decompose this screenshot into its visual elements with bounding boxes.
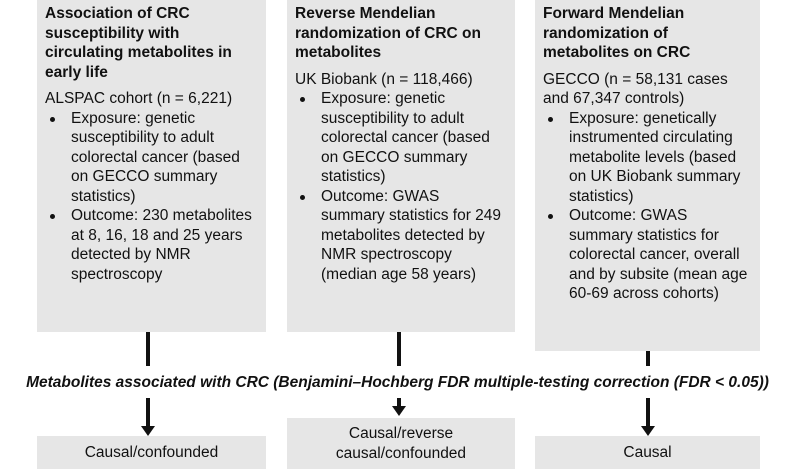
cohort-label: UK Biobank (n = 118,466) — [295, 70, 473, 88]
result-box-3: Causal — [535, 436, 760, 469]
outcome-bullet: Outcome: GWAS summary statistics for 249 metabolites detected by NMR spectroscopy (median age 58 years) — [295, 187, 507, 285]
panel-gecco — [535, 0, 760, 351]
outcome-bullet: Outcome: GWAS summary statistics for colorectal cancer, overall and by subsite (mean age 60-69 across cohorts) — [543, 206, 752, 304]
result-box-1: Causal/confounded — [37, 436, 266, 469]
panel-title: Reverse Mendelian randomization of CRC on metabolites — [295, 5, 481, 61]
exposure-bullet: Exposure: genetic susceptibility to adult colorectal cancer (based on GECCO summary statistics) — [45, 109, 258, 207]
exposure-bullet: Exposure: genetically instrumented circulating metabolite levels (based on UK Biobank summary statistics) — [543, 109, 752, 207]
cohort-label: ALSPAC cohort (n = 6,221) — [45, 90, 233, 107]
exposure-bullet: Exposure: genetic susceptibility to adult colorectal cancer (based on GECCO summary statistics) — [295, 89, 507, 187]
outcome-bullet: Outcome: 230 metabolites at 8, 16, 18 and 25 years detected by NMR spectroscopy — [45, 206, 258, 284]
bullet-list — [295, 89, 507, 284]
connector-line-3 — [646, 351, 650, 366]
cohort-label: GECCO (n = 58,131 cases and 67,347 controls) — [543, 70, 728, 107]
connector-line-1 — [146, 332, 150, 366]
panel-uk-biobank — [287, 0, 515, 332]
panel-title: Association of CRC susceptibility with circulating metabolites in early life — [45, 5, 232, 81]
bullet-list — [45, 109, 258, 285]
connector-line-2 — [397, 332, 401, 366]
panel-alspac — [37, 0, 266, 332]
panel-title: Forward Mendelian randomization of metabolites on CRC — [543, 5, 691, 61]
significance-banner: Metabolites associated with CRC (Benjamini–Hochberg FDR multiple-testing correction (FDR < 0.05)) — [26, 374, 769, 391]
bullet-list — [543, 109, 752, 304]
result-box-2: Causal/reverse causal/confounded — [287, 418, 515, 469]
